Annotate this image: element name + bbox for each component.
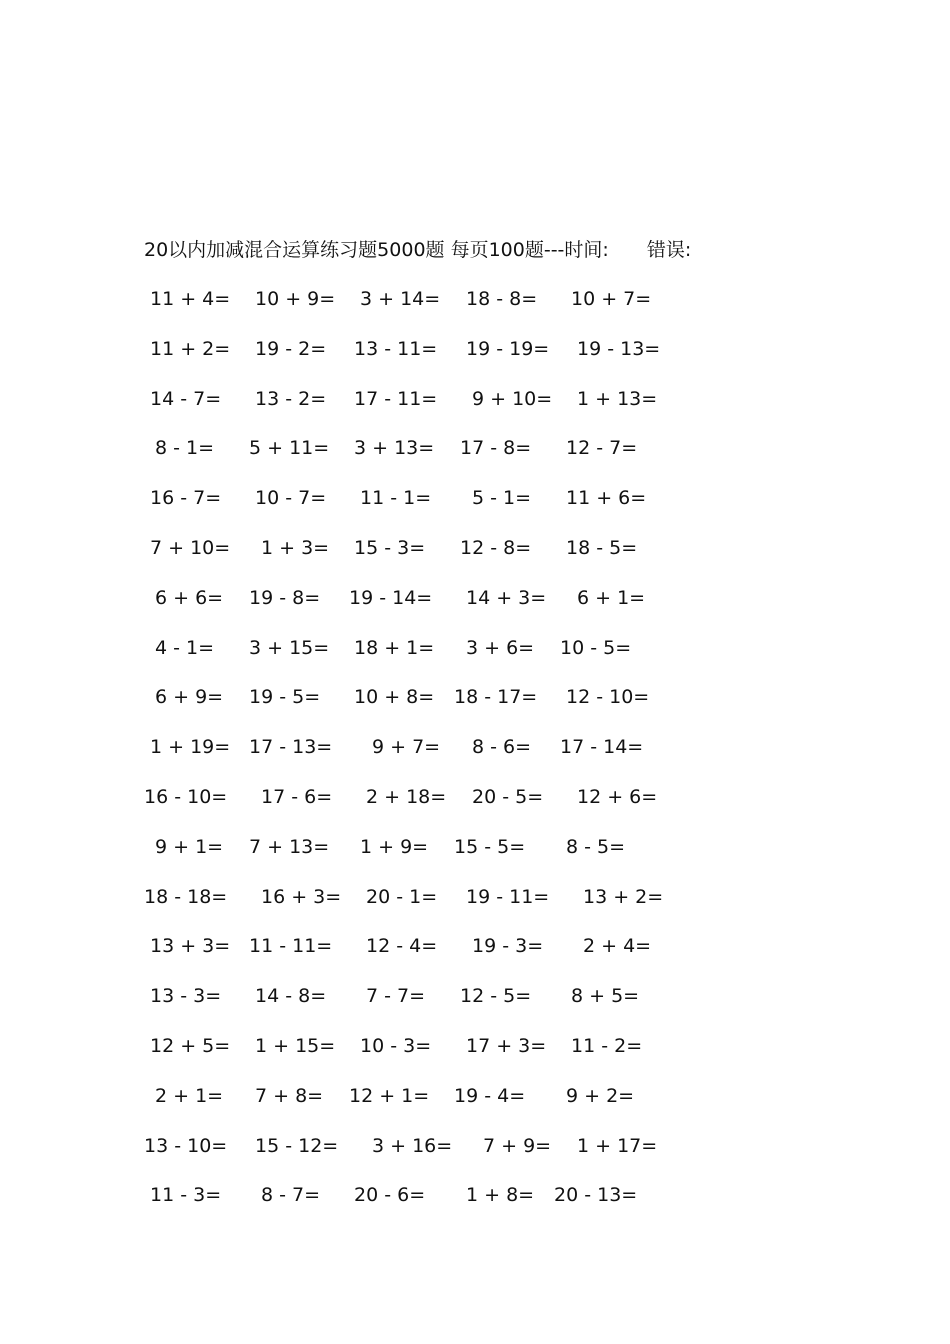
problem-cell: 18 - 8= [466, 288, 538, 310]
problem-cell: 12 - 10= [566, 686, 650, 708]
problem-cell: 12 + 1= [349, 1085, 430, 1107]
problem-cell: 18 - 5= [566, 537, 638, 559]
problem-cell: 19 - 11= [466, 886, 550, 908]
problem-cell: 12 + 5= [150, 1035, 231, 1057]
problem-cell: 9 + 7= [372, 736, 441, 758]
problem-cell: 18 - 18= [144, 886, 228, 908]
problem-cell: 19 - 4= [454, 1085, 526, 1107]
problem-cell: 14 - 7= [150, 388, 222, 410]
problem-cell: 1 + 8= [466, 1184, 535, 1206]
problem-cell: 9 + 2= [566, 1085, 635, 1107]
problem-cell: 16 - 7= [150, 487, 222, 509]
problem-cell: 15 - 3= [354, 537, 426, 559]
problem-cell: 12 - 7= [566, 437, 638, 459]
problem-cell: 12 - 5= [460, 985, 532, 1007]
problem-cell: 19 - 5= [249, 686, 321, 708]
problem-cell: 13 - 11= [354, 338, 438, 360]
problem-cell: 19 - 8= [249, 587, 321, 609]
problem-cell: 9 + 10= [472, 388, 553, 410]
problem-cell: 19 - 14= [349, 587, 433, 609]
problem-cell: 3 + 6= [466, 637, 535, 659]
problem-cell: 11 + 4= [150, 288, 231, 310]
problem-cell: 6 + 9= [155, 686, 224, 708]
problem-cell: 13 + 2= [583, 886, 664, 908]
problem-cell: 1 + 17= [577, 1135, 658, 1157]
problem-cell: 2 + 18= [366, 786, 447, 808]
problem-cell: 17 - 13= [249, 736, 333, 758]
problem-cell: 10 - 7= [255, 487, 327, 509]
problem-cell: 19 - 3= [472, 935, 544, 957]
problem-cell: 8 - 5= [566, 836, 626, 858]
problem-cell: 8 - 7= [261, 1184, 321, 1206]
problem-cell: 10 - 3= [360, 1035, 432, 1057]
problem-cell: 17 - 8= [460, 437, 532, 459]
problem-cell: 5 - 1= [472, 487, 532, 509]
errors-label: 错误: [646, 239, 692, 261]
problem-cell: 10 + 7= [571, 288, 652, 310]
problem-cell: 18 + 1= [354, 637, 435, 659]
problem-cell: 13 - 2= [255, 388, 327, 410]
problem-cell: 17 - 14= [560, 736, 644, 758]
problem-cell: 19 - 2= [255, 338, 327, 360]
problem-cell: 11 - 2= [571, 1035, 643, 1057]
problem-cell: 8 + 5= [571, 985, 640, 1007]
problem-cell: 10 + 9= [255, 288, 336, 310]
problem-cell: 3 + 13= [354, 437, 435, 459]
problem-cell: 19 - 19= [466, 338, 550, 360]
problem-cell: 20 - 13= [554, 1184, 638, 1206]
problem-cell: 7 + 8= [255, 1085, 324, 1107]
problem-cell: 11 - 3= [150, 1184, 222, 1206]
problem-cell: 8 - 1= [155, 437, 215, 459]
problem-cell: 1 + 13= [577, 388, 658, 410]
problem-cell: 20 - 5= [472, 786, 544, 808]
problem-cell: 20 - 1= [366, 886, 438, 908]
problem-cell: 7 - 7= [366, 985, 426, 1007]
problem-cell: 1 + 19= [150, 736, 231, 758]
problem-cell: 18 - 17= [454, 686, 538, 708]
problem-cell: 11 + 6= [566, 487, 647, 509]
problem-cell: 2 + 4= [583, 935, 652, 957]
problem-cell: 14 - 8= [255, 985, 327, 1007]
problem-cell: 1 + 9= [360, 836, 429, 858]
problem-cell: 4 - 1= [155, 637, 215, 659]
worksheet-header [144, 236, 691, 264]
problem-cell: 17 - 11= [354, 388, 438, 410]
problem-cell: 17 + 3= [466, 1035, 547, 1057]
problem-cell: 8 - 6= [472, 736, 532, 758]
problem-cell: 10 - 5= [560, 637, 632, 659]
problem-cell: 12 - 8= [460, 537, 532, 559]
problem-cell: 12 + 6= [577, 786, 658, 808]
problem-cell: 15 - 5= [454, 836, 526, 858]
worksheet-title: 20以内加减混合运算练习题5000题 每页100题---时间: [144, 239, 609, 261]
problem-cell: 6 + 6= [155, 587, 224, 609]
problem-cell: 9 + 1= [155, 836, 224, 858]
problem-cell: 1 + 15= [255, 1035, 336, 1057]
problem-cell: 10 + 8= [354, 686, 435, 708]
problem-cell: 16 - 10= [144, 786, 228, 808]
problem-cell: 11 - 11= [249, 935, 333, 957]
problem-cell: 14 + 3= [466, 587, 547, 609]
problem-cell: 20 - 6= [354, 1184, 426, 1206]
problem-cell: 15 - 12= [255, 1135, 339, 1157]
problem-cell: 5 + 11= [249, 437, 330, 459]
problem-cell: 13 - 3= [150, 985, 222, 1007]
problem-cell: 17 - 6= [261, 786, 333, 808]
problem-cell: 3 + 16= [372, 1135, 453, 1157]
problem-cell: 1 + 3= [261, 537, 330, 559]
problem-cell: 7 + 13= [249, 836, 330, 858]
problem-cell: 7 + 10= [150, 537, 231, 559]
problem-cell: 19 - 13= [577, 338, 661, 360]
problem-cell: 7 + 9= [483, 1135, 552, 1157]
problem-cell: 12 - 4= [366, 935, 438, 957]
problem-cell: 2 + 1= [155, 1085, 224, 1107]
problem-cell: 3 + 15= [249, 637, 330, 659]
problem-cell: 6 + 1= [577, 587, 646, 609]
problem-cell: 13 - 10= [144, 1135, 228, 1157]
problem-cell: 11 + 2= [150, 338, 231, 360]
problem-cell: 13 + 3= [150, 935, 231, 957]
problem-cell: 16 + 3= [261, 886, 342, 908]
problem-cell: 11 - 1= [360, 487, 432, 509]
problem-cell: 3 + 14= [360, 288, 441, 310]
